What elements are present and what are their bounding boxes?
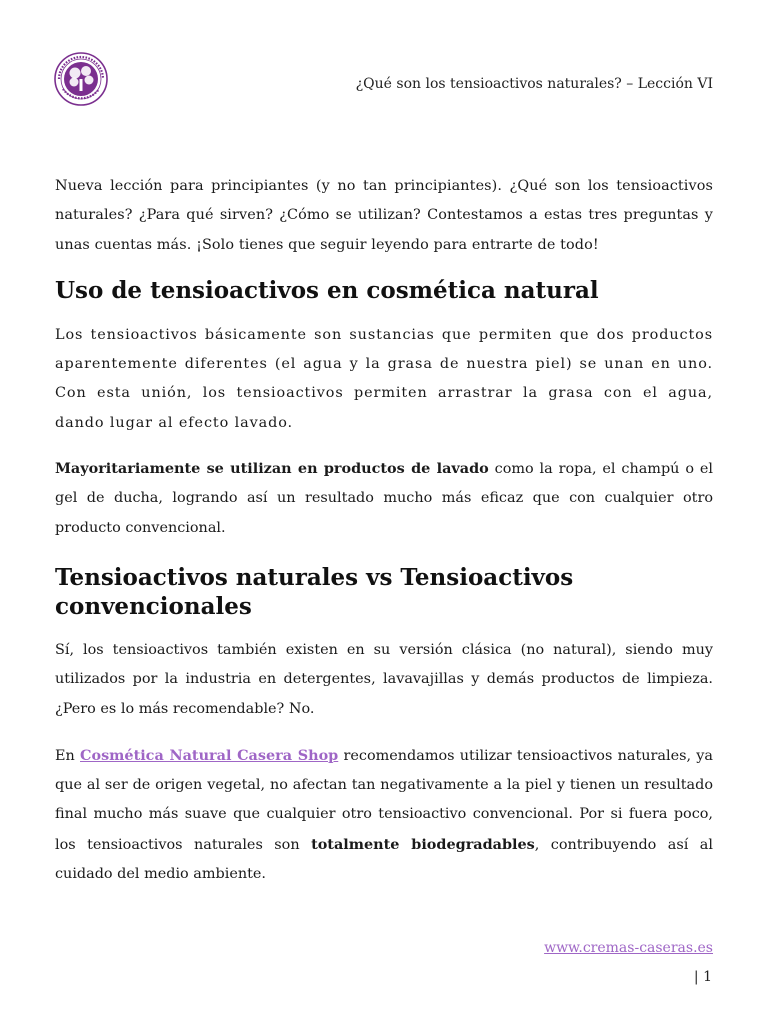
section-heading-uso: Uso de tensioactivos en cosmética natural bbox=[55, 276, 599, 304]
brand-logo bbox=[53, 51, 109, 107]
header-title: ¿Qué son los tensioactivos naturales? – Lección VI bbox=[355, 76, 713, 92]
paragraph-convencionales: Sí, los tensioactivos también existen en su versión clásica (no natural), siendo muy utilizados por la industria en detergentes, lavavajillas y demás productos de limpieza. ¿Pero es lo más recomendable? No. bbox=[55, 641, 713, 717]
shop-link[interactable]: Cosmética Natural Casera Shop bbox=[80, 746, 339, 764]
text-prefix: En bbox=[55, 747, 81, 764]
bold-usos: Mayoritariamente se utilizan en productos de lavado bbox=[55, 460, 489, 478]
intro-paragraph: Nueva lección para principiantes (y no tan principiantes). ¿Qué son los tensioactivos naturales? ¿Para qué sirven? ¿Cómo se utilizan? Contestamos a estas tres preguntas y unas cuentas más. ¡Solo tienes que seguir leyendo para entrarte de todo! bbox=[55, 178, 713, 253]
section-heading-comparacion: Tensioactivos naturales vs Tensioactivos convencionales bbox=[55, 563, 574, 620]
footer-website-link[interactable]: www.cremas-caseras.es bbox=[544, 940, 713, 956]
text-middle: recomendamos utilizar tensioactivos naturales, ya que al ser de origen vegetal, no afectan tan negativamente a la piel y tienen un resultado final mucho más suave que cualquier otro tensioactivo convencional. Por si fuera poco, los tensioactivos naturales son bbox=[55, 747, 714, 853]
paragraph-recomendacion bbox=[55, 741, 713, 889]
bold-biodegradables: totalmente biodegradables bbox=[311, 835, 535, 853]
text-end: , contribuyendo así al cuidado del medio ambiente. bbox=[55, 836, 713, 883]
page-number: | 1 bbox=[693, 969, 712, 985]
paragraph-usos bbox=[55, 454, 713, 543]
text-usos: como la ropa, el champú o el gel de ducha, logrando así un resultado mucho más eficaz que con cualquier otro producto convencional. bbox=[55, 461, 713, 536]
document-body bbox=[55, 172, 713, 889]
paragraph-definicion: Los tensioactivos básicamente son sustancias que permiten que dos productos aparentemente diferentes (el agua y la grasa de nuestra piel) se unan en uno. Con esta unión, los tensioactivos permiten arrastrar la grasa con el agua, dando lugar al efecto lavado. bbox=[55, 326, 713, 431]
